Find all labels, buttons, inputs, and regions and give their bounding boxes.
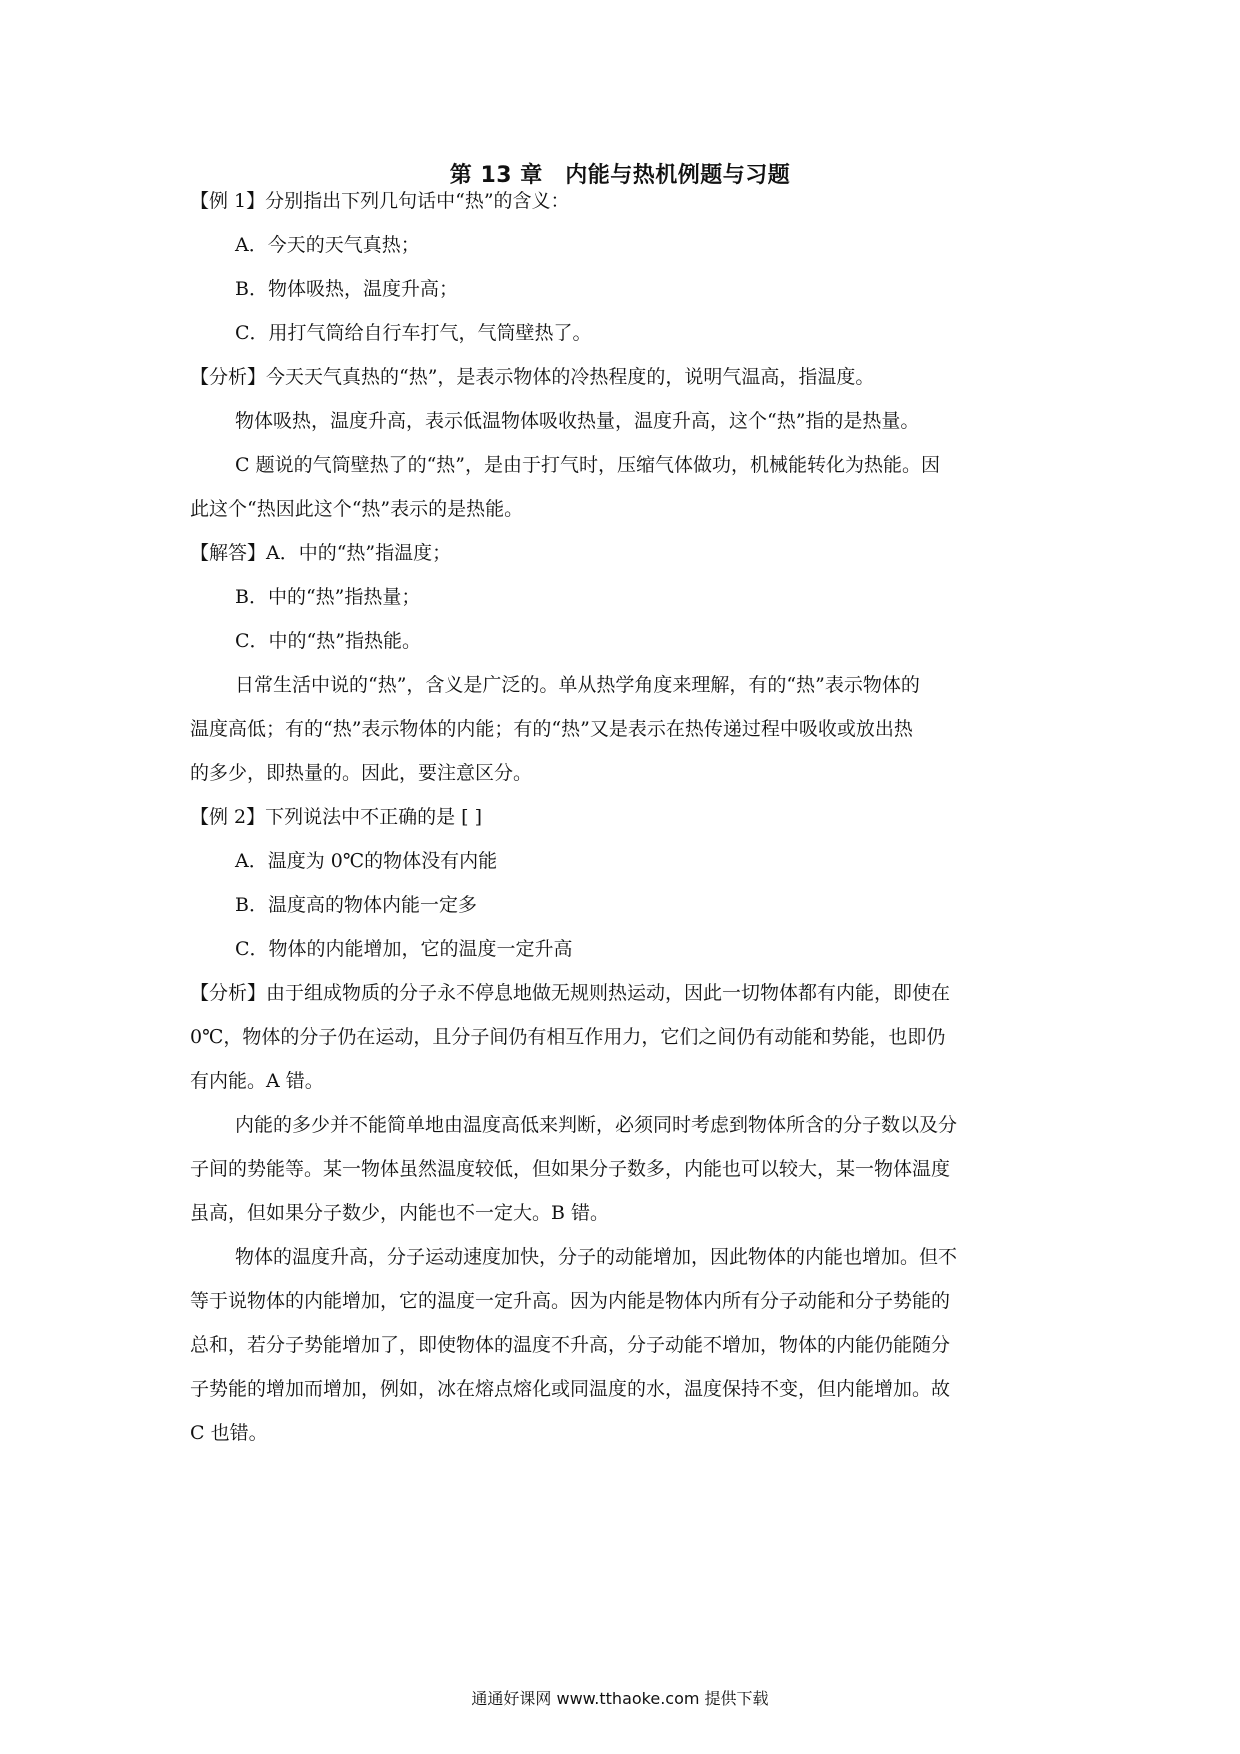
text-line: 日常生活中说的“热”，含义是广泛的。单从热学角度来理解，有的“热”表示物体的 [235, 674, 920, 696]
text-line: 总和，若分子势能增加了，即使物体的温度不升高，分子动能不增加，物体的内能仍能随分 [190, 1334, 951, 1356]
text-line: 【分析】由于组成物质的分子永不停息地做无规则热运动，因此一切物体都有内能，即使在 [190, 982, 951, 1004]
text-line: B．温度高的物体内能一定多 [235, 894, 477, 916]
text-line: C．物体的内能增加，它的温度一定升高 [235, 938, 573, 960]
text-line: 虽高，但如果分子数少，内能也不一定大。B 错。 [190, 1202, 610, 1224]
page-footer: 通通好课网 www.tthaoke.com 提供下载 [471, 1689, 769, 1708]
text-line: C 题说的气筒壁热了的“热”，是由于打气时，压缩气体做功，机械能转化为热能。因 [235, 454, 941, 476]
text-line: 有内能。A 错。 [190, 1070, 324, 1092]
text-line: 等于说物体的内能增加，它的温度一定升高。因为内能是物体内所有分子动能和分子势能的 [190, 1290, 951, 1312]
text-line: 的多少，即热量的。因此，要注意区分。 [190, 762, 533, 784]
text-line: 此这个“热因此这个“热”表示的是热能。 [190, 498, 524, 520]
text-line: A．温度为 0℃的物体没有内能 [235, 850, 498, 872]
text-line: C 也错。 [190, 1422, 268, 1444]
text-line: 【分析】今天天气真热的“热”，是表示物体的冷热程度的，说明气温高，指温度。 [190, 366, 875, 388]
text-line: 物体吸热，温度升高，表示低温物体吸收热量，温度升高，这个“热”指的是热量。 [235, 410, 920, 432]
text-line: 【解答】A．中的“热”指温度； [190, 542, 452, 564]
text-line: 0℃，物体的分子仍在运动，且分子间仍有相互作用力，它们之间仍有动能和势能，也即仍 [190, 1026, 946, 1048]
text-line: 【例 2】下列说法中不正确的是 [ ] [190, 806, 483, 828]
text-line: B．中的“热”指热量； [235, 586, 421, 608]
text-line: 【例 1】分别指出下列几句话中“热”的含义： [190, 190, 570, 212]
page-title: 第 13 章 内能与热机例题与习题 [449, 163, 791, 188]
text-line: B．物体吸热，温度升高； [235, 278, 458, 300]
text-line: 物体的温度升高，分子运动速度加快，分子的动能增加，因此物体的内能也增加。但不 [235, 1246, 958, 1268]
text-line: A．今天的天气真热； [235, 234, 420, 256]
text-line: 温度高低；有的“热”表示物体的内能；有的“热”又是表示在热传递过程中吸收或放出热 [190, 718, 913, 740]
text-line: C．用打气筒给自行车打气，气筒壁热了。 [235, 322, 592, 344]
text-line: 子间的势能等。某一物体虽然温度较低，但如果分子数多，内能也可以较大，某一物体温度 [190, 1158, 951, 1180]
text-line: 子势能的增加而增加，例如，冰在熔点熔化或同温度的水，温度保持不变，但内能增加。故 [190, 1378, 951, 1400]
text-line: 内能的多少并不能简单地由温度高低来判断，必须同时考虑到物体所含的分子数以及分 [235, 1114, 958, 1136]
text-line: C．中的“热”指热能。 [235, 630, 421, 652]
